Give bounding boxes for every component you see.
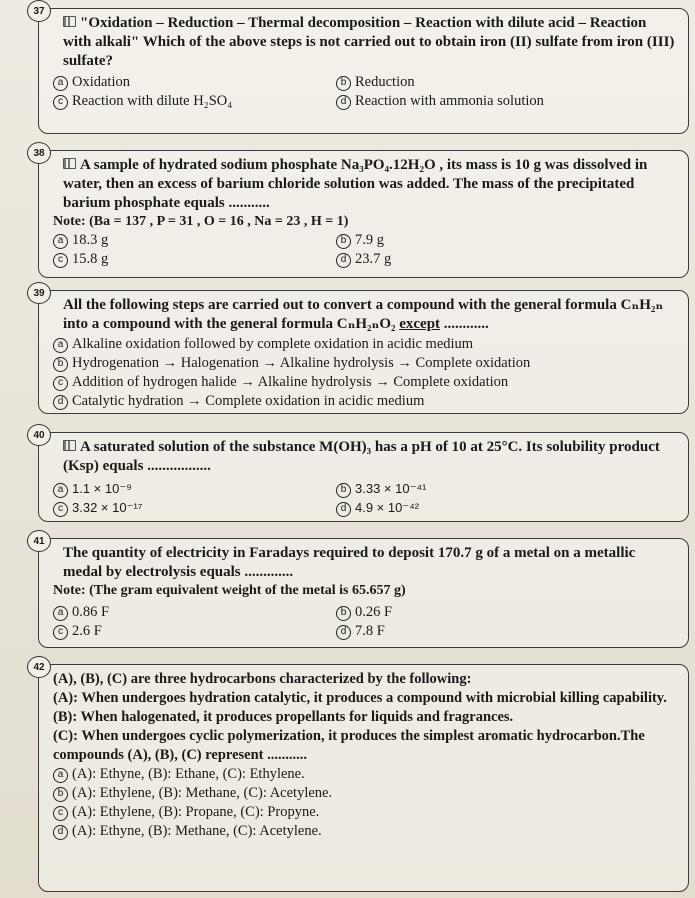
options [53, 479, 678, 517]
option-d[interactable]: d Reaction with ammonia solution [336, 92, 678, 111]
question-number: 41 [27, 530, 51, 552]
option-a[interactable]: a Alkaline oxidation followed by complete oxidation in acidic medium [53, 335, 678, 354]
option-c[interactable]: c Addition of hydrogen halide → Alkaline hydrolysis → Complete oxidation [53, 373, 678, 392]
option-c[interactable]: c (A): Ethylene, (B): Propane, (C): Propyne. [53, 803, 678, 822]
option-d[interactable]: d 4.9 × 10⁻⁴² [336, 498, 678, 517]
question-number: 38 [27, 142, 51, 164]
question-stem: "Oxidation – Reduction – Thermal decomposition – Reaction with dilute acid – Reaction with alkali" Which of the above steps is not carried out to obtain iron (II) sulfate from iron (III) sulfate? [63, 15, 675, 69]
option-a[interactable]: a 18.3 g [53, 231, 336, 250]
question-stem-line: (C): When undergoes cyclic polymerization, it produces the simplest aromatic hydrocarbon.The compounds (A), (B), (C) represent ........... [53, 728, 645, 763]
image-icon [63, 440, 76, 451]
options [53, 73, 678, 111]
question-39 [33, 287, 689, 414]
question-stem: All the following steps are carried out to convert a compound with the general formula CₙH₂ₙ into a compound with the general formula CₙH₂ₙO₂ except ............ [63, 297, 664, 332]
question-40 [33, 429, 689, 522]
question-stem: The quantity of electricity in Faradays required to deposit 170.7 g of a metal on a metallic medal by electrolysis equals ............. [63, 545, 636, 580]
question-stem-line: (A), (B), (C) are three hydrocarbons characterized by the following: [53, 671, 472, 687]
option-b[interactable]: b 0.26 F [336, 603, 678, 622]
option-d[interactable]: d 23.7 g [336, 250, 678, 269]
option-c[interactable]: c 2.6 F [53, 622, 336, 641]
image-icon [63, 16, 76, 27]
option-b[interactable]: b 7.9 g [336, 231, 678, 250]
option-b[interactable]: b Hydrogenation → Halogenation → Alkaline hydrolysis → Complete oxidation [53, 354, 678, 373]
question-42 [33, 661, 689, 892]
options [53, 335, 678, 411]
option-a[interactable]: a (A): Ethyne, (B): Ethane, (C): Ethylene. [53, 765, 678, 784]
option-a[interactable]: a 0.86 F [53, 603, 336, 622]
question-stem: A sample of hydrated sodium phosphate Na₃PO₄.12H₂O , its mass is 10 g was dissolved in water, then an excess of barium chloride solution was added. The mass of the precipitated barium phosphate equals ........... [63, 157, 648, 211]
except-keyword: except [399, 316, 441, 332]
image-icon [63, 158, 76, 169]
question-stem-line: (A): When undergoes hydration catalytic, it produces a compound with microbial killing capability. [53, 690, 667, 706]
question-stem: A saturated solution of the substance M(OH)₃ has a pH of 10 at 25°C. Its solubility product (Ksp) equals ................. [63, 439, 660, 474]
question-number: 40 [27, 424, 51, 446]
options [53, 765, 678, 841]
option-d[interactable]: d 7.8 F [336, 622, 678, 641]
option-d[interactable]: d (A): Ethyne, (B): Methane, (C): Acetylene. [53, 822, 678, 841]
question-stem-line: (B): When halogenated, it produces propellants for liquids and fragrances. [53, 709, 514, 725]
option-a[interactable]: a Oxidation [53, 73, 336, 92]
option-d[interactable]: d Catalytic hydration → Complete oxidation in acidic medium [53, 392, 678, 411]
option-c[interactable]: c Reaction with dilute H₂SO₄ [53, 92, 336, 111]
option-a[interactable]: a 1.1 × 10⁻⁹ [53, 479, 336, 498]
question-number: 37 [27, 0, 51, 22]
option-b[interactable]: b (A): Ethylene, (B): Methane, (C): Acetylene. [53, 784, 678, 803]
question-number: 39 [27, 282, 51, 304]
question-38 [33, 147, 689, 278]
question-note: Note: (The gram equivalent weight of the metal is 65.657 g) [53, 583, 406, 598]
option-c[interactable]: c 3.32 × 10⁻¹⁷ [53, 498, 336, 517]
options [53, 603, 678, 641]
question-37 [33, 5, 689, 134]
option-c[interactable]: c 15.8 g [53, 250, 336, 269]
question-41 [33, 535, 689, 648]
option-b[interactable]: b 3.33 × 10⁻⁴¹ [336, 479, 678, 498]
options [53, 231, 678, 269]
question-number: 42 [27, 656, 51, 678]
option-b[interactable]: b Reduction [336, 73, 678, 92]
question-note: Note: (Ba = 137 , P = 31 , O = 16 , Na = 23 , H = 1) [53, 214, 349, 229]
